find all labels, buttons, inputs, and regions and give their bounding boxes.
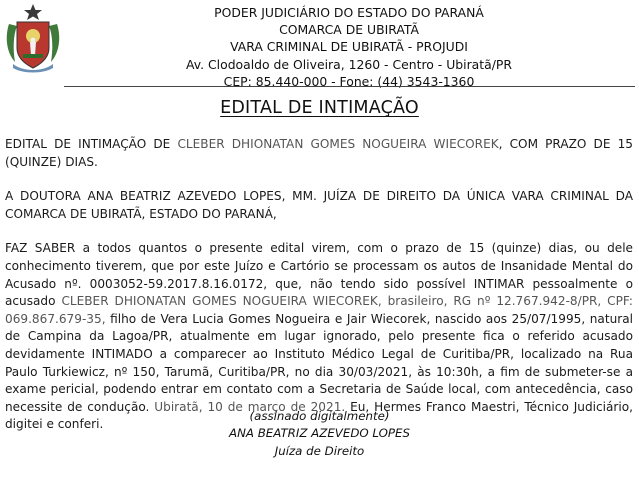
- header-line-contact: CEP: 85.440-000 - Fone: (44) 3543-1360: [223, 73, 475, 89]
- document-title-text: EDITAL DE INTIMAÇÃO: [220, 98, 419, 118]
- p3-part-c: Eu, Hermes Franco Maestri, Técnico Judiciário, digitei e conferi.: [5, 399, 634, 432]
- document-header: [0, 0, 639, 92]
- paragraph-edital-subject: [5, 136, 633, 171]
- header-line-court: PODER JUDICIÁRIO DO ESTADO DO PARANÁ: [214, 5, 484, 20]
- signatory-name: ANA BEATRIZ AZEVEDO LOPES: [229, 426, 410, 441]
- signature-block: [0, 408, 639, 460]
- signatory-role: Juíza de Direito: [274, 443, 365, 458]
- accused-identification: CLEBER DHIONATAN GOMES NOGUEIRA WIECOREK, brasileiro, RG nº 12.767.942-8/PR, CPF: 069.867.679-35,: [5, 294, 633, 326]
- parana-coat-of-arms-icon: [3, 2, 63, 74]
- p1-post: , COM PRAZO DE 15 (QUINZE) DIAS.: [5, 137, 633, 169]
- document-title: [0, 98, 639, 118]
- paragraph-judge: A DOUTORA ANA BEATRIZ AZEVEDO LOPES, MM. JUÍZA DE DIREITO DA ÚNICA VARA CRIMINAL DA COMARCA DE UBIRATÃ, ESTADO DO PARANÁ,: [5, 189, 633, 221]
- document-body: [5, 136, 633, 434]
- p3-part-a: FAZ SABER a todos quantos o presente edital virem, com o prazo de 15 (quinze) dias, ou dele conhecimento tiverem, que por este Juízo e Cartório se processam os autos de Insanidade Mental do Acusado nº. 0003052-59.2017.8.16.0172, que, não tendo sido possível INTIMAR pessoalmente o acusado: [5, 241, 633, 309]
- accused-name: CLEBER DHIONATAN GOMES NOGUEIRA WIECOREK: [177, 137, 499, 151]
- signature-note: (assinado digitalmente): [249, 409, 390, 423]
- p3-part-b: filho de Vera Lucia Gomes Nogueira e Jair Wiecorek, nascido aos 25/07/1995, natural de Campina da Lagoa/PR, atualmente em lugar ignorado, pelo presente fica o referido acusado devidamente INTIMADO a comparecer ao Instituto Médico Legal de Curitiba/PR, localizado na Rua Paulo Turkiewicz, nº 150, Tarumã, Curitiba/PR, no dia 30/03/2021, às 10:30h, a fim de submeter-se a exame pericial, podendo entrar em contato com a Secretaria de Saúde local, com antecedência, caso necessite de condução.: [5, 311, 633, 414]
- place-and-date: Ubiratã, 10 de março de 2021.: [154, 399, 346, 414]
- header-line-vara: VARA CRIMINAL DE UBIRATÃ - PROJUDI: [230, 39, 468, 55]
- p1-pre: EDITAL DE INTIMAÇÃO DE: [5, 137, 178, 151]
- header-line-comarca: COMARCA DE UBIRATÃ: [279, 22, 419, 38]
- paragraph-faz-saber: [5, 240, 633, 434]
- header-line-address: Av. Clodoaldo de Oliveira, 1260 - Centro - Ubiratã/PR: [186, 56, 512, 72]
- header-divider: [64, 86, 635, 87]
- court-header-text: [150, 4, 548, 90]
